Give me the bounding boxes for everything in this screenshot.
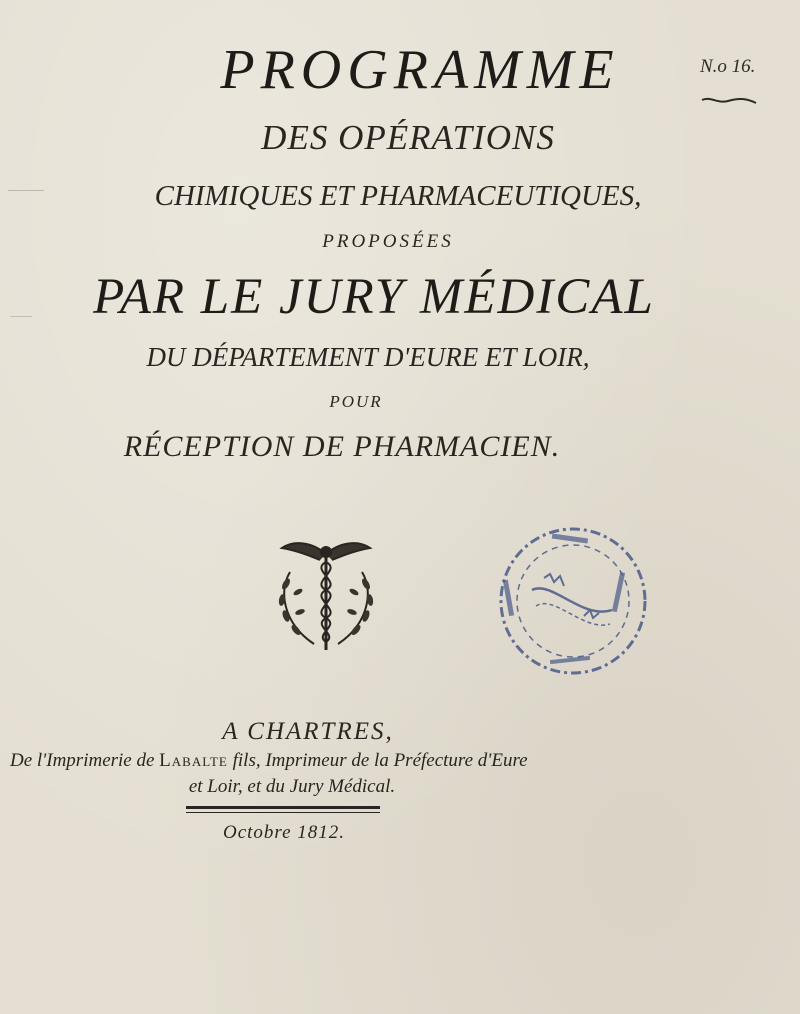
divider-rule (186, 806, 380, 809)
caduceus-wreath-icon (270, 532, 382, 654)
subtitle-reception: RÉCEPTION DE PHARMACIEN. (123, 430, 561, 463)
subtitle-jury: PAR LE JURY MÉDICAL (93, 269, 655, 325)
imprint-printer-name: Labalte (159, 750, 228, 771)
subtitle-departement: DU DÉPARTEMENT D'EURE ET LOIR, (146, 342, 590, 372)
imprint-printer-line (10, 750, 770, 772)
flourish-icon (700, 94, 758, 108)
imprint-date: Octobre 1812. (222, 822, 346, 843)
imprint-city: A CHARTRES, (222, 718, 394, 745)
library-stamp-icon (492, 520, 654, 682)
subtitle-operations: DES OPÉRATIONS (261, 118, 555, 157)
subtitle-proposees: PROPOSÉES (322, 231, 454, 252)
catalog-number: N.o 16. (700, 56, 756, 77)
imprint-line2: et Loir, et du Jury Médical. (188, 776, 396, 797)
page-title: PROGRAMME (220, 39, 620, 101)
divider-rule (186, 812, 380, 813)
subtitle-chimiques: CHIMIQUES ET PHARMACEUTIQUES, (154, 180, 642, 212)
imprint-printer-suffix: fils, Imprimeur de la Préfecture d'Eure (232, 750, 528, 771)
subtitle-pour: POUR (329, 392, 383, 411)
imprint-printer-prefix: De l'Imprimerie de (10, 750, 155, 771)
